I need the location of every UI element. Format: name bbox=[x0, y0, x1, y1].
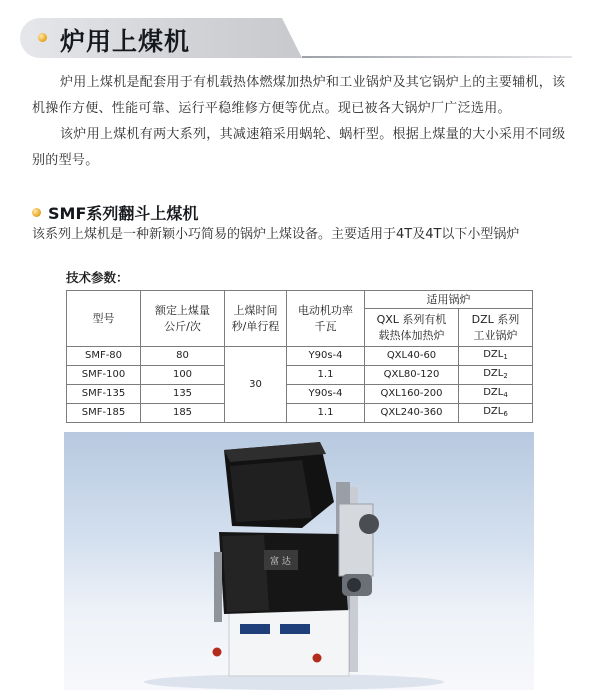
cell-dzl bbox=[459, 404, 533, 423]
top-bucket-face bbox=[230, 460, 312, 522]
cell-capacity: 185 bbox=[141, 404, 225, 423]
table-label: 技术参数： bbox=[66, 270, 129, 285]
table-row bbox=[67, 404, 533, 423]
header-power-line1: 电动机功率 bbox=[298, 303, 353, 317]
header-time-line1: 上煤时间 bbox=[233, 303, 278, 317]
cell-dzl bbox=[459, 385, 533, 404]
cell-dzl-text: DZL bbox=[483, 368, 504, 379]
header-qxl-line1: QXL 系列有机 bbox=[376, 312, 447, 326]
cell-dzl-sub: 4 bbox=[503, 391, 508, 399]
cell-capacity: 80 bbox=[141, 347, 225, 366]
knob-left bbox=[213, 648, 222, 657]
section-title: SMF系列翻斗上煤机 bbox=[48, 204, 199, 223]
base-cabinet bbox=[229, 610, 349, 676]
cell-power: 1.1 bbox=[287, 366, 365, 385]
bullet-icon bbox=[32, 208, 41, 217]
header-dzl-line2: 工业锅炉 bbox=[473, 328, 518, 342]
worm-gear-wheel bbox=[359, 514, 379, 534]
cell-model: SMF-185 bbox=[67, 404, 141, 423]
header-power-line2: 千瓦 bbox=[314, 319, 337, 333]
cell-model: SMF-100 bbox=[67, 366, 141, 385]
control-panel-right bbox=[280, 624, 310, 634]
knob-right bbox=[313, 654, 322, 663]
cell-dzl bbox=[459, 366, 533, 385]
header-qxl-line2: 载热体加热炉 bbox=[378, 328, 445, 342]
cell-dzl-sub: 2 bbox=[503, 372, 508, 380]
table-row bbox=[67, 366, 533, 385]
header-capacity-line2: 公斤/次 bbox=[164, 319, 201, 333]
cell-dzl-text: DZL bbox=[483, 406, 504, 417]
header-rule bbox=[302, 56, 572, 58]
cell-qxl: QXL80-120 bbox=[365, 366, 459, 385]
cell-dzl-sub: 1 bbox=[503, 353, 508, 361]
header-capacity-line1: 额定上煤量 bbox=[155, 303, 210, 317]
product-photo bbox=[64, 432, 534, 690]
control-panel-left bbox=[240, 624, 270, 634]
cell-dzl-sub: 6 bbox=[503, 410, 508, 418]
cell-power: 1.1 bbox=[287, 404, 365, 423]
header-model: 型号 bbox=[67, 291, 141, 347]
name-plate-text: 富 达 bbox=[270, 557, 291, 567]
cell-capacity: 100 bbox=[141, 366, 225, 385]
table-header-row bbox=[67, 291, 533, 309]
header-power bbox=[287, 291, 365, 347]
cell-model: SMF-135 bbox=[67, 385, 141, 404]
header-capacity bbox=[141, 291, 225, 347]
intro-paragraph-1: 炉用上煤机是配套用于有机载热体燃煤加热炉和工业锅炉及其它锅炉上的主要辅机，该机操作方便、性能可靠、运行平稳维修方便等优点。现已被各大锅炉厂广泛选用。 bbox=[32, 75, 566, 116]
cell-qxl: QXL160-200 bbox=[365, 385, 459, 404]
cell-power: Y90s-4 bbox=[287, 347, 365, 366]
cell-qxl: QXL240-360 bbox=[365, 404, 459, 423]
motor-hub bbox=[347, 578, 361, 592]
cell-time: 30 bbox=[225, 347, 287, 423]
spec-table bbox=[66, 290, 533, 423]
page-title: 炉用上煤机 bbox=[60, 27, 191, 56]
cell-dzl bbox=[459, 347, 533, 366]
coal-feeder-illustration bbox=[64, 432, 534, 690]
table-row bbox=[67, 385, 533, 404]
cell-power: Y90s-4 bbox=[287, 385, 365, 404]
hopper-side bbox=[222, 535, 269, 612]
table-row bbox=[67, 347, 533, 366]
cell-dzl-text: DZL bbox=[483, 349, 504, 360]
header-time-line2: 秒/单行程 bbox=[231, 319, 280, 333]
header-qxl bbox=[365, 309, 459, 347]
cell-dzl-text: DZL bbox=[483, 387, 504, 398]
cell-capacity: 135 bbox=[141, 385, 225, 404]
support-arm bbox=[214, 552, 222, 622]
header-dzl-line1: DZL 系列 bbox=[471, 312, 520, 326]
header-boiler-group: 适用锅炉 bbox=[365, 291, 533, 309]
header-time bbox=[225, 291, 287, 347]
bullet-icon bbox=[38, 33, 47, 42]
intro-paragraph-2: 该炉用上煤机有两大系列，其减速箱采用蜗轮、蜗杆型。根据上煤量的大小采用不同级别的型号。 bbox=[32, 127, 566, 168]
cell-model: SMF-80 bbox=[67, 347, 141, 366]
cell-qxl: QXL40-60 bbox=[365, 347, 459, 366]
section-description: 该系列上煤机是一种新颖小巧简易的锅炉上煤设备。主要适用于4T及4T以下小型锅炉 bbox=[32, 227, 520, 242]
header-dzl bbox=[459, 309, 533, 347]
